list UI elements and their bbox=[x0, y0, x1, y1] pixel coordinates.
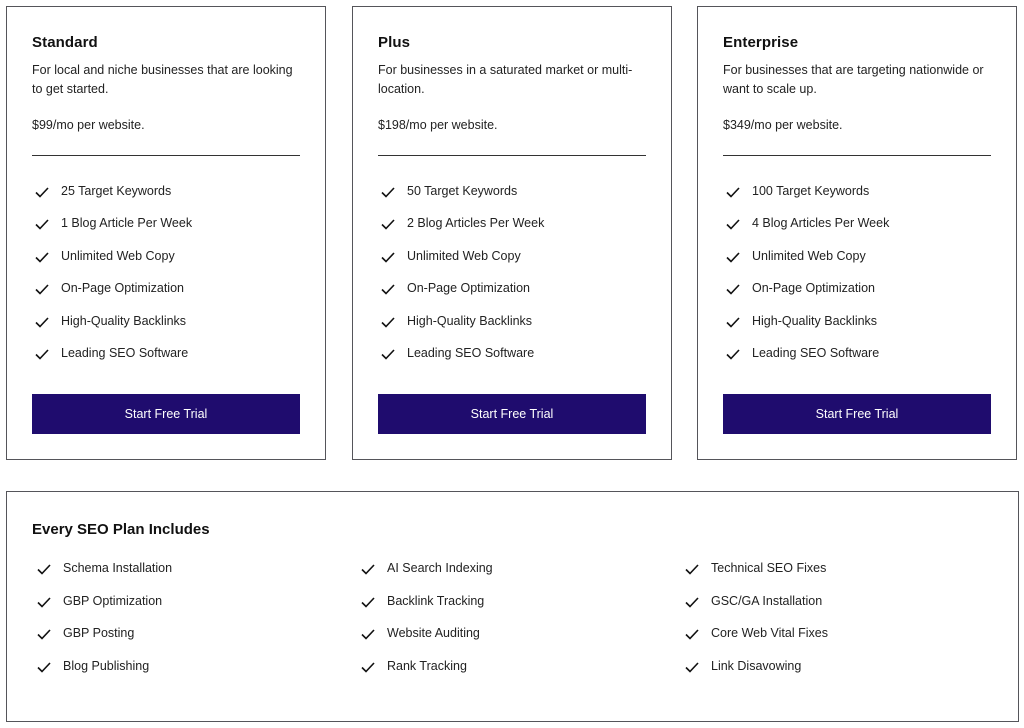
feature-item bbox=[378, 213, 646, 245]
plan-feature-list bbox=[378, 181, 646, 375]
includes-column-3 bbox=[682, 558, 982, 688]
feature-label: Technical SEO Fixes bbox=[711, 561, 827, 575]
feature-item bbox=[682, 591, 982, 624]
feature-label: High-Quality Backlinks bbox=[407, 313, 533, 328]
feature-item bbox=[378, 311, 646, 343]
plan-divider bbox=[32, 155, 300, 156]
check-icon bbox=[380, 216, 396, 232]
feature-label: High-Quality Backlinks bbox=[61, 313, 187, 328]
feature-label: Unlimited Web Copy bbox=[61, 248, 175, 263]
plan-name: Enterprise bbox=[723, 34, 799, 51]
check-icon bbox=[725, 281, 741, 297]
feature-label: 1 Blog Article Per Week bbox=[61, 216, 193, 231]
check-icon bbox=[34, 184, 50, 200]
feature-item bbox=[723, 181, 991, 213]
feature-label: Unlimited Web Copy bbox=[407, 248, 521, 263]
check-icon bbox=[380, 249, 396, 265]
check-icon bbox=[380, 184, 396, 200]
check-icon bbox=[34, 216, 50, 232]
check-icon bbox=[725, 346, 741, 362]
plan-price: $99/mo per website. bbox=[32, 118, 145, 132]
feature-label: Leading SEO Software bbox=[752, 345, 880, 360]
feature-item bbox=[378, 278, 646, 310]
check-icon bbox=[684, 561, 700, 577]
feature-label: Unlimited Web Copy bbox=[752, 248, 866, 263]
start-free-trial-button-plus[interactable]: Start Free Trial bbox=[378, 394, 646, 434]
feature-label: Website Auditing bbox=[387, 626, 480, 641]
check-icon bbox=[684, 659, 700, 675]
feature-item bbox=[378, 343, 646, 375]
check-icon bbox=[725, 314, 741, 330]
feature-label: 50 Target Keywords bbox=[407, 184, 518, 198]
check-icon bbox=[380, 314, 396, 330]
feature-label: Blog Publishing bbox=[63, 658, 150, 673]
feature-item bbox=[358, 656, 658, 689]
check-icon bbox=[725, 184, 741, 200]
feature-label: GBP Posting bbox=[63, 626, 135, 641]
plan-card-standard bbox=[6, 6, 326, 460]
check-icon bbox=[34, 249, 50, 265]
plan-card-enterprise bbox=[697, 6, 1017, 460]
feature-item bbox=[723, 343, 991, 375]
feature-label: On-Page Optimization bbox=[61, 281, 184, 296]
feature-label: 100 Target Keywords bbox=[752, 184, 870, 198]
check-icon bbox=[360, 659, 376, 675]
plan-feature-list bbox=[32, 181, 300, 375]
check-icon bbox=[34, 281, 50, 297]
check-icon bbox=[725, 249, 741, 265]
feature-item bbox=[32, 343, 300, 375]
plan-name: Plus bbox=[378, 34, 411, 51]
feature-item bbox=[682, 623, 982, 656]
plan-name: Standard bbox=[32, 34, 98, 51]
feature-item bbox=[32, 311, 300, 343]
check-icon bbox=[34, 314, 50, 330]
plan-description: For businesses in a saturated market or multi-location. bbox=[378, 63, 633, 96]
includes-title: Every SEO Plan Includes bbox=[32, 521, 210, 538]
check-icon bbox=[684, 626, 700, 642]
start-free-trial-button-enterprise[interactable]: Start Free Trial bbox=[723, 394, 991, 434]
feature-label: GSC/GA Installation bbox=[711, 593, 823, 608]
plan-price: $198/mo per website. bbox=[378, 118, 498, 132]
feature-label: Rank Tracking bbox=[387, 658, 467, 673]
check-icon bbox=[684, 594, 700, 610]
feature-item bbox=[378, 246, 646, 278]
feature-label: On-Page Optimization bbox=[752, 281, 875, 296]
feature-label: 25 Target Keywords bbox=[61, 184, 172, 198]
feature-item bbox=[723, 278, 991, 310]
feature-item bbox=[358, 558, 658, 591]
check-icon bbox=[380, 281, 396, 297]
feature-item bbox=[378, 181, 646, 213]
feature-item bbox=[32, 181, 300, 213]
check-icon bbox=[360, 561, 376, 577]
feature-item bbox=[34, 558, 334, 591]
check-icon bbox=[725, 216, 741, 232]
includes-column-2 bbox=[358, 558, 658, 688]
feature-label: Link Disavowing bbox=[711, 658, 802, 673]
feature-label: Schema Installation bbox=[63, 561, 173, 575]
start-free-trial-button-standard[interactable]: Start Free Trial bbox=[32, 394, 300, 434]
plan-card-plus bbox=[352, 6, 672, 460]
feature-label: AI Search Indexing bbox=[387, 561, 493, 575]
feature-item bbox=[358, 591, 658, 624]
feature-label: High-Quality Backlinks bbox=[752, 313, 878, 328]
feature-label: GBP Optimization bbox=[63, 593, 163, 608]
feature-label: Leading SEO Software bbox=[61, 345, 189, 360]
plan-description: For local and niche businesses that are looking to get started. bbox=[32, 63, 293, 96]
plan-divider bbox=[378, 155, 646, 156]
feature-label: 2 Blog Articles Per Week bbox=[407, 216, 545, 231]
plan-divider bbox=[723, 155, 991, 156]
feature-item bbox=[682, 656, 982, 689]
check-icon bbox=[360, 626, 376, 642]
feature-item bbox=[34, 656, 334, 689]
feature-item bbox=[358, 623, 658, 656]
check-icon bbox=[36, 626, 52, 642]
feature-label: On-Page Optimization bbox=[407, 281, 530, 296]
plan-description: For businesses that are targeting nationwide or want to scale up. bbox=[723, 63, 984, 96]
plan-includes-card bbox=[6, 491, 1019, 722]
feature-item bbox=[682, 558, 982, 591]
check-icon bbox=[34, 346, 50, 362]
feature-item bbox=[32, 213, 300, 245]
includes-column-1 bbox=[34, 558, 334, 688]
feature-item bbox=[34, 623, 334, 656]
check-icon bbox=[380, 346, 396, 362]
feature-label: 4 Blog Articles Per Week bbox=[752, 216, 890, 231]
feature-item bbox=[32, 246, 300, 278]
feature-item bbox=[34, 591, 334, 624]
feature-item bbox=[723, 311, 991, 343]
feature-item bbox=[32, 278, 300, 310]
check-icon bbox=[36, 561, 52, 577]
plan-feature-list bbox=[723, 181, 991, 375]
feature-label: Backlink Tracking bbox=[387, 593, 485, 608]
feature-label: Leading SEO Software bbox=[407, 345, 535, 360]
check-icon bbox=[360, 594, 376, 610]
plan-price: $349/mo per website. bbox=[723, 118, 843, 132]
feature-label: Core Web Vital Fixes bbox=[711, 626, 828, 641]
check-icon bbox=[36, 594, 52, 610]
check-icon bbox=[36, 659, 52, 675]
feature-item bbox=[723, 213, 991, 245]
feature-item bbox=[723, 246, 991, 278]
